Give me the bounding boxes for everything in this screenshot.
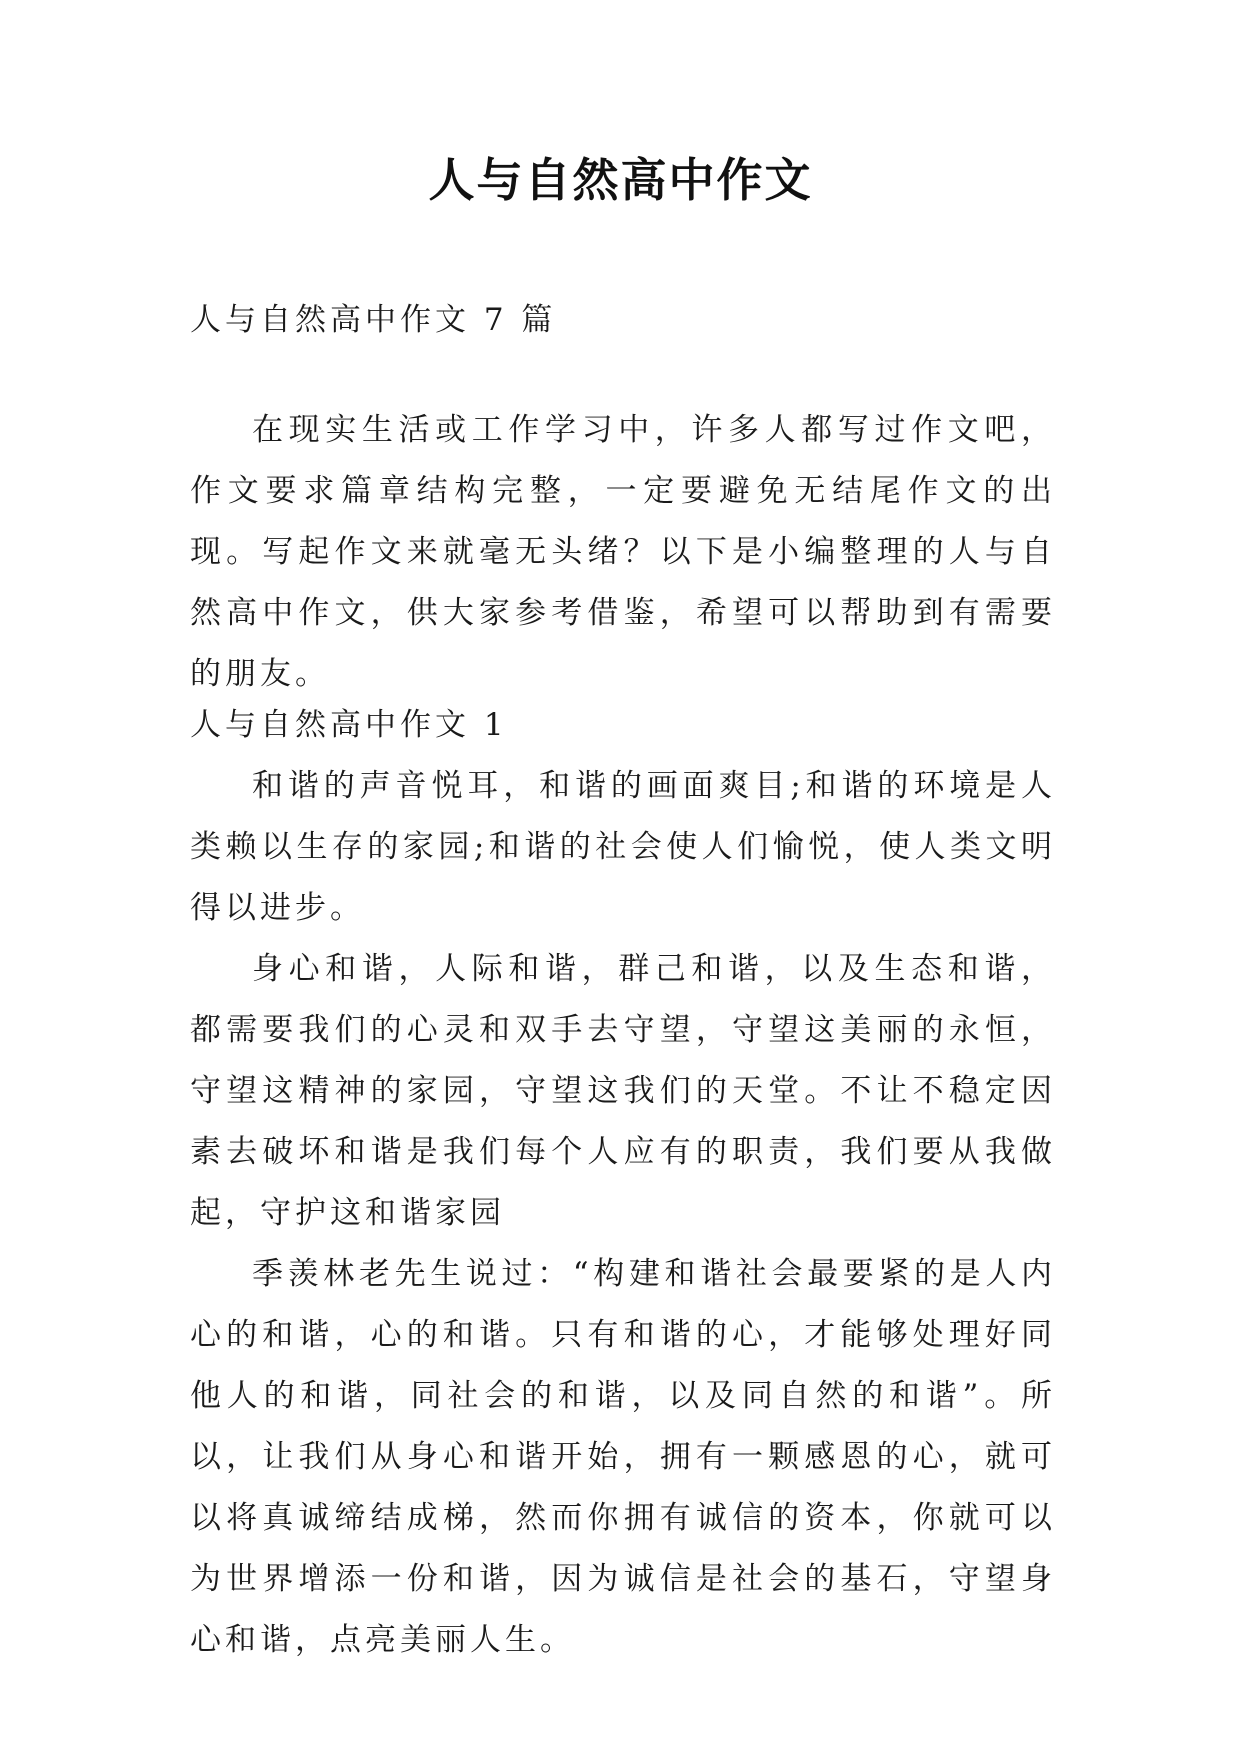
intro-paragraph bbox=[190, 400, 1056, 705]
document-subtitle: 人与自然高中作文 7 篇 bbox=[190, 302, 557, 338]
document-title: 人与自然高中作文 bbox=[428, 153, 813, 207]
intro-text: 在现实生活或工作学习中，许多人都写过作文吧，作文要求篇章结构完整，一定要避免无结尾作文的出现。写起作文来就毫无头绪？以下是小编整理的人与自然高中作文，供大家参考借鉴，希望可以帮助到有需要的朋友。 bbox=[190, 412, 1056, 692]
body-paragraph-3: 季羡林老先生说过：“构建和谐社会最要紧的是人内心的和谐，心的和谐。只有和谐的心，才能够处理好同他人的和谐，同社会的和谐，以及同自然的和谐”。所以，让我们从身心和谐开始，拥有一颗感恩的心，就可以将真诚缔结成梯，然而你拥有诚信的资本，你就可以为世界增添一份和谐，因为诚信是社会的基石，守望身心和谐，点亮美丽人生。 bbox=[190, 1256, 1056, 1658]
body-paragraph-1: 和谐的声音悦耳，和谐的画面爽目;和谐的环境是人类赖以生存的家园;和谐的社会使人们愉悦，使人类文明得以进步。 bbox=[190, 768, 1056, 926]
section-body bbox=[190, 756, 1056, 1671]
section-heading: 人与自然高中作文 1 bbox=[190, 707, 508, 743]
body-paragraph-2: 身心和谐，人际和谐，群己和谐，以及生态和谐，都需要我们的心灵和双手去守望，守望这美丽的永恒，守望这精神的家园，守望这我们的天堂。不让不稳定因素去破坏和谐是我们每个人应有的职责，我们要从我做起，守护这和谐家园 bbox=[190, 951, 1056, 1231]
